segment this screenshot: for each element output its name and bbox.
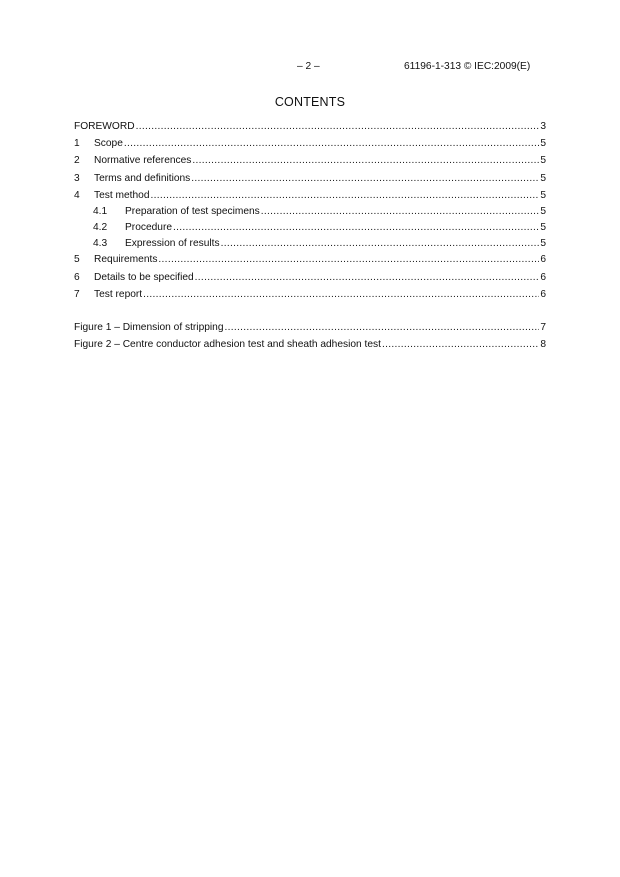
toc-leader [173, 220, 539, 236]
toc-entry-details[interactable] [74, 269, 546, 286]
toc-page: 8 [540, 339, 546, 351]
toc-page: 5 [540, 138, 546, 150]
toc-leader [151, 187, 540, 204]
toc-label: FOREWORD [74, 121, 135, 132]
toc-page: 7 [540, 321, 546, 333]
toc-page: 5 [540, 221, 546, 233]
toc-label: Terms and definitions [94, 172, 191, 184]
toc-entry-requirements[interactable] [74, 251, 546, 268]
toc-number: 2 [74, 155, 80, 167]
toc-leader [261, 204, 540, 220]
toc-leader [143, 286, 539, 303]
table-of-contents [74, 118, 546, 353]
toc-label: Figure 2 – Centre conductor adhesion test and sheath adhesion test [74, 339, 381, 351]
toc-page: 5 [540, 237, 546, 249]
toc-page: 6 [540, 271, 546, 283]
page-number: – 2 – [297, 61, 320, 72]
toc-page: 6 [540, 288, 546, 300]
toc-entry-preparation[interactable] [74, 204, 546, 220]
toc-number: 4.1 [93, 205, 108, 217]
toc-label: Test report [94, 288, 143, 300]
toc-number: 1 [74, 138, 80, 150]
toc-leader [158, 251, 539, 268]
toc-entry-scope[interactable] [74, 135, 546, 152]
toc-entry-test-method[interactable] [74, 187, 546, 204]
toc-number: 4 [74, 189, 80, 201]
toc-number: 3 [74, 172, 80, 184]
toc-entry-figure-2[interactable] [74, 336, 546, 353]
toc-label: Expression of results [125, 237, 220, 249]
toc-label: Requirements [94, 254, 158, 266]
toc-entry-terms-definitions[interactable] [74, 170, 546, 187]
toc-label: Figure 1 – Dimension of stripping [74, 321, 224, 333]
toc-number: 4.3 [93, 237, 108, 249]
toc-leader [221, 236, 540, 252]
toc-page: 5 [540, 189, 546, 201]
toc-leader [191, 170, 539, 187]
section-gap [74, 303, 546, 319]
toc-label: Scope [94, 138, 123, 150]
toc-leader [382, 336, 539, 353]
toc-label: Details to be specified [94, 271, 194, 283]
toc-leader [195, 269, 540, 286]
toc-page: 5 [540, 172, 546, 184]
toc-number: 5 [74, 254, 80, 266]
toc-leader [124, 135, 539, 152]
toc-leader [225, 319, 540, 336]
toc-number: 7 [74, 288, 80, 300]
toc-entry-test-report[interactable] [74, 286, 546, 303]
toc-leader [136, 118, 540, 135]
toc-label: Procedure [125, 221, 173, 233]
toc-number: 6 [74, 271, 80, 283]
toc-page: 5 [540, 155, 546, 167]
contents-title: CONTENTS [274, 95, 346, 109]
toc-label: Test method [94, 189, 150, 201]
toc-entry-figure-1[interactable] [74, 319, 546, 336]
toc-entry-foreword[interactable] [74, 118, 546, 135]
toc-page: 5 [540, 205, 546, 217]
toc-label: Normative references [94, 155, 192, 167]
toc-leader [192, 152, 539, 169]
toc-page: 3 [540, 121, 546, 132]
standard-reference: 61196-1-313 © IEC:2009(E) [404, 61, 531, 72]
toc-entry-normative-references[interactable] [74, 152, 546, 169]
toc-page: 6 [540, 254, 546, 266]
toc-number: 4.2 [93, 221, 108, 233]
toc-entry-procedure[interactable] [74, 220, 546, 236]
toc-label: Preparation of test specimens [125, 205, 260, 217]
toc-entry-expression-of-results[interactable] [74, 236, 546, 252]
